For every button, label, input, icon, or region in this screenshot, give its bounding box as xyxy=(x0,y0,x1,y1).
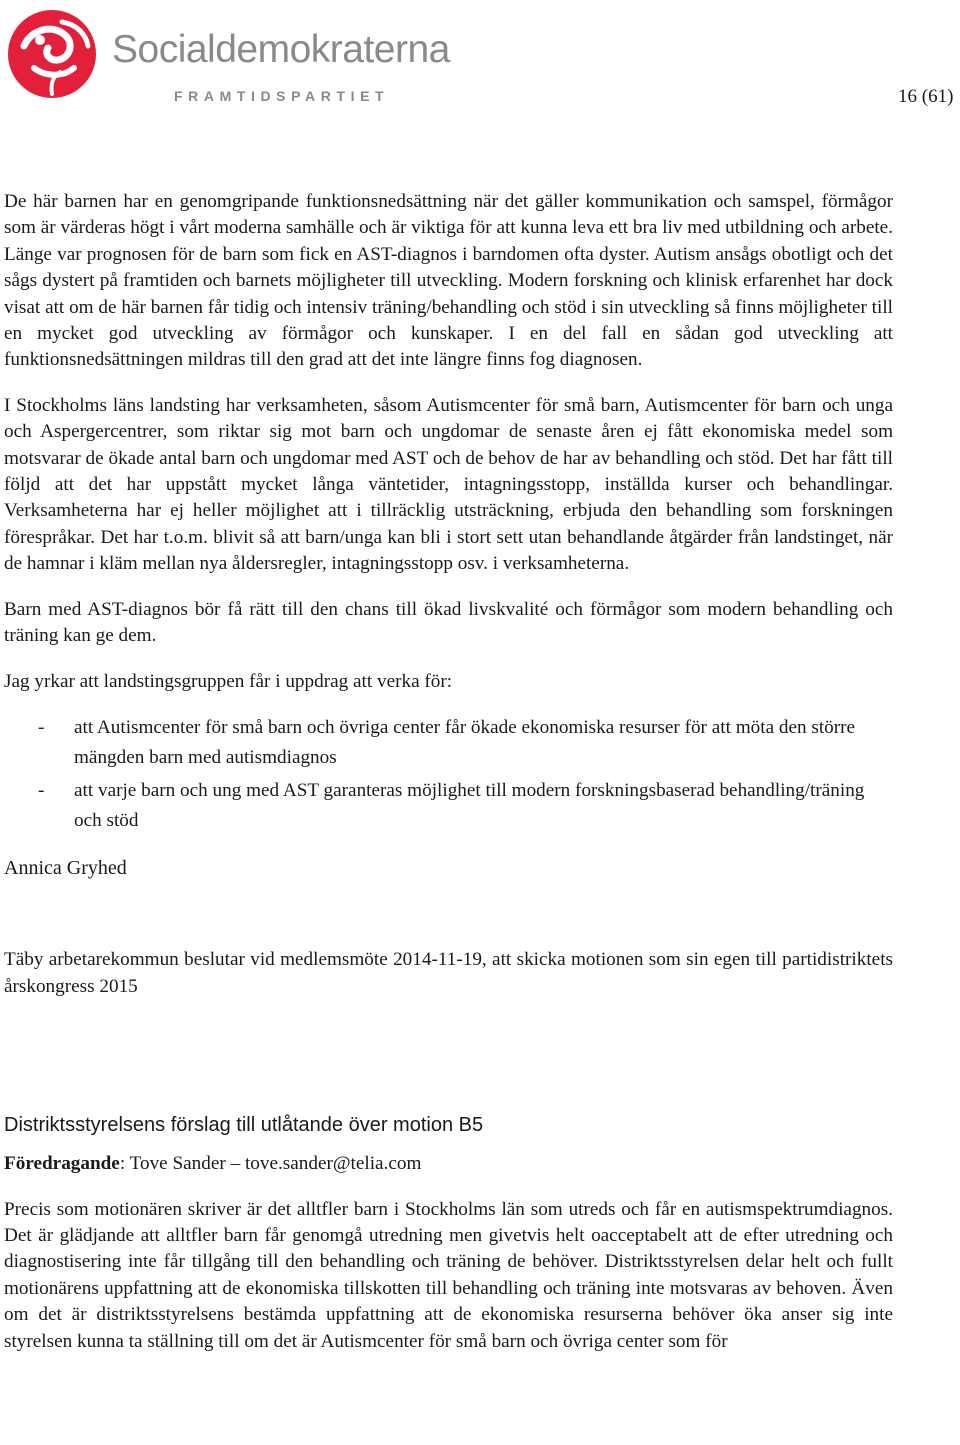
spacer xyxy=(4,836,893,855)
spacer xyxy=(4,1138,893,1151)
presenter-label: Föredragande xyxy=(4,1153,120,1175)
spacer xyxy=(4,374,893,393)
presenter-line xyxy=(4,1151,893,1177)
page-number: 16 (61) xyxy=(898,86,954,107)
paragraph-claim: Barn med AST-diagnos bör få rätt till den chans till ökad livskvalité och förmågor som modern behandling och träning kan ge dem. xyxy=(4,598,893,647)
logo-tagline: FRAMTIDSPARTIET xyxy=(174,88,390,104)
list-item-text: att varje barn och ung med AST garanteras möjlighet till modern forskningsbaserad behandling/träning och stöd xyxy=(74,779,865,831)
document-body xyxy=(4,189,893,1355)
spacer xyxy=(4,1178,893,1197)
paragraph-background: De här barnen har en genomgripande funktionsnedsättning när det gäller kommunikation och samspel, förmågor som är värderas högt i vårt moderna samhälle och är viktiga för att kunna leva ett bra liv med utbildning och arbete. Länge var prognosen för de barn som fick en AST-diagnos i barndomen ofta dyster. Autism ansågs obotligt och det sågs dystert på framtiden och barnets möjligheter till utveckling. Modern forskning och klinisk erfarenhet har dock visat att om de här barnen får tidig och intensiv träning/behandling och stöd i sin utveckling så finns möjligheter till en mycket god utveckling av förmågor och kunskaper. I en del fall en sådan god utveckling att funktionsnedsättningen mildras till den grad att det inte längre finns fog diagnosen. xyxy=(4,191,893,371)
logo-wordmark: Socialdemokraterna xyxy=(112,28,450,71)
paragraph-decision: Täby arbetarekommun beslutar vid medlemsmöte 2014-11-19, att skicka motionen som sin egen till partidistriktets årskongress 2015 xyxy=(4,949,893,997)
rose-logo-icon xyxy=(4,6,104,102)
author-name: Annica Gryhed xyxy=(4,856,127,879)
list-dash: - xyxy=(38,716,45,738)
spacer xyxy=(4,1000,893,1112)
spacer xyxy=(4,881,893,947)
statement-heading: Distriktsstyrelsens förslag till utlåtande över motion B5 xyxy=(4,1114,484,1137)
paragraph-statement: Precis som motionären skriver är det alltfler barn i Stockholms län som utreds och får en autismspektrumdiagnos. Det är glädjande att alltfler barn får genomgå utredning men givetvis helt oacceptabelt att de efter utredning och diagnostisering inte får tillgång till den behandling och träning de behöver. Distriktsstyrelsen delar helt och fullt motionärens uppfattning att de ekonomiska tillskotten till behandling och träning inte motsvaras av behoven. Även om det är distriktsstyrelsens bestämda uppfattning att de ekonomiska resurserna behöver öka anser sig inte styrelsen kunna ta ställning till om det är Autismcenter för små barn och övriga center som för xyxy=(4,1198,893,1352)
presenter-value: : Tove Sander – tove.sander@telia.com xyxy=(119,1153,422,1175)
spacer xyxy=(4,695,893,713)
list-dash: - xyxy=(38,779,45,801)
list-item xyxy=(4,713,893,773)
spacer xyxy=(4,578,893,597)
party-logo xyxy=(4,6,474,102)
demand-list xyxy=(4,713,893,836)
paragraph-demand-intro: Jag yrkar att landstingsgruppen får i uppdrag att verka för: xyxy=(4,670,453,692)
list-item-text: att Autismcenter för små barn och övriga center får ökade ekonomiska resurser för att möta den större mängden barn med autismdiagnos xyxy=(74,716,856,768)
spacer xyxy=(4,650,893,669)
list-item xyxy=(4,776,893,836)
paragraph-situation: I Stockholms läns landsting har verksamheten, såsom Autismcenter för små barn, Autismcenter för barn och unga och Aspergercentrer, som riktar sig mot barn och ungdomar de senaste åren ej fått ekonomiska medel som motsvarar de ökade antal barn och ungdomar med AST och de behov de har av behandling och stöd. Det har fått till följd att det har uppstått mycket långa väntetider, intagningsstopp, inställda kurser och behandlingar. Verksamheterna har ej heller möjlighet att i tillräcklig utsträckning, erbjuda den behandling som forskningen förespråkar. Det har t.o.m. blivit så att barn/unga kan bli i stort sett utan behandlande åtgärder från landstinget, när de hamnar i kläm mellan nya åldersregler, intagningsstopp osv. i verksamheterna. xyxy=(4,394,893,575)
